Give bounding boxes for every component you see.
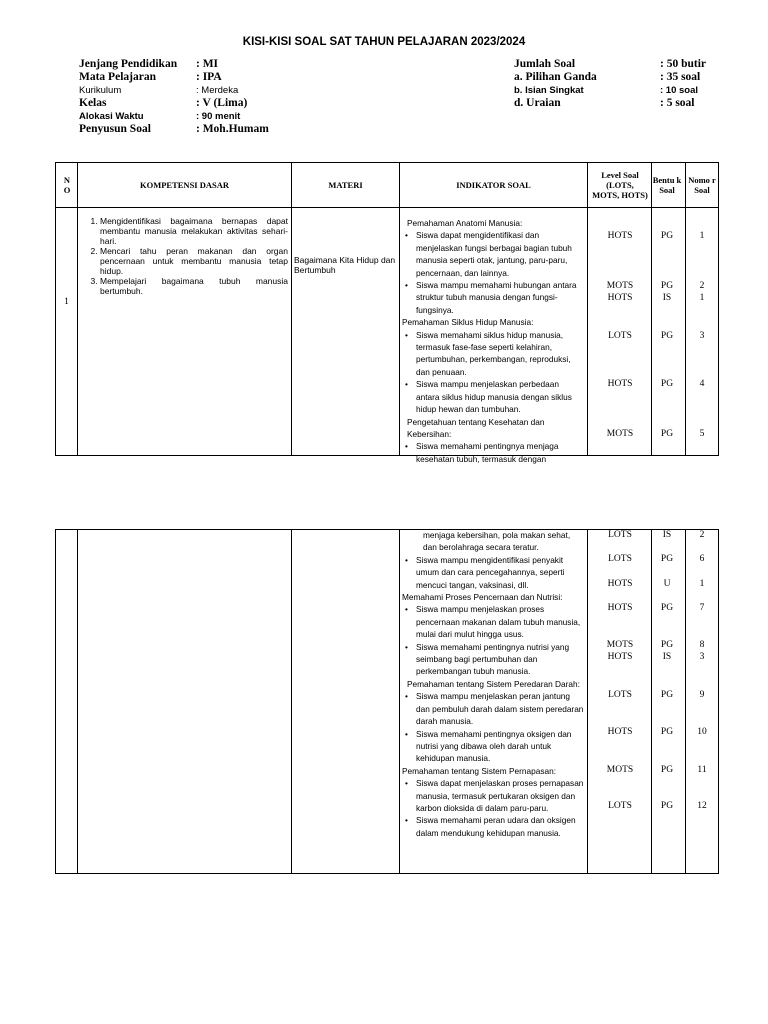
level-soal-value: MOTS (606, 640, 634, 650)
bentuk-soal-value: PG (660, 801, 674, 811)
header-row-pg (514, 71, 706, 84)
indikator-soal-page-1 (402, 217, 584, 465)
nomor-soal-value: 8 (699, 640, 705, 650)
header-value: : 90 menit (196, 111, 241, 122)
indicator-section-heading: Pengetahuan tentang Kesehatan dan Kebersihan: (407, 416, 545, 439)
indicator-bullet: • Siswa memahami peran udara dan oksigen dalam mendukung kehidupan manusia. (416, 814, 584, 839)
header-row-alokasi (79, 110, 269, 123)
level-soal-value: MOTS (606, 281, 634, 291)
kd-item: 3. Mempelajari bagaimana tubuh manusia bertumbuh. (100, 276, 288, 296)
level-soal-value: LOTS (608, 530, 632, 540)
level-soal-value: HOTS (607, 379, 633, 389)
indicator-bullet: • Siswa mampu menjelaskan peran jantung dan pembuluh darah dalam sistem peredaran darah manusia. (416, 690, 584, 727)
header-nomor-soal: Nomo r Soal (688, 175, 716, 195)
header-kompetensi-dasar: KOMPETENSI DASAR (139, 180, 230, 190)
indikator-soal-page-2 (402, 529, 584, 839)
level-soal-value: LOTS (608, 801, 632, 811)
nomor-soal-value: 10 (697, 727, 707, 737)
level-soal-value: LOTS (608, 690, 632, 700)
header-value: : 10 soal (660, 85, 699, 96)
header-bentuk-soal: Bentu k Soal (652, 175, 682, 195)
level-soal-value: HOTS (607, 231, 633, 241)
indicator-section-heading: Pemahaman Siklus Hidup Manusia: (402, 317, 534, 328)
indicator-bullet: • Siswa memahami pentingnya nutrisi yang seimbang bagi pertumbuhan dan perkembangan tubuh manusia. (416, 641, 584, 678)
nomor-soal-value: 2 (699, 530, 705, 540)
nomor-soal-value: 1 (699, 231, 705, 241)
header-value: : 5 soal (660, 97, 695, 109)
nomor-soal-value: 3 (699, 331, 705, 341)
bentuk-soal-value: PG (660, 231, 674, 241)
bentuk-soal-value: IS (662, 530, 672, 540)
header-left (79, 58, 269, 136)
header-value: : Moh.Humam (196, 123, 269, 135)
bentuk-soal-value: PG (660, 554, 674, 564)
materi-text: Bagaimana Kita Hidup dan Bertumbuh (294, 255, 396, 275)
header-label: Mata Pelajaran (79, 71, 156, 83)
kd-item: 2. Mencari tahu peran makanan dan organ pencernaan untuk membantu manusia tetap hidup. (100, 246, 288, 276)
header-no: N O (63, 175, 71, 195)
bentuk-soal-value: IS (662, 293, 672, 303)
header-value: : 35 soal (660, 71, 701, 83)
header-label: Jenjang Pendidikan (79, 58, 178, 70)
nomor-soal-value: 3 (699, 652, 705, 662)
level-soal-value: HOTS (607, 293, 633, 303)
nomor-soal-value: 12 (697, 801, 707, 811)
header-row-mapel (79, 71, 269, 84)
header-label: a. Pilihan Ganda (514, 71, 597, 83)
nomor-soal-value: 9 (699, 690, 705, 700)
header-row-kurikulum (79, 84, 269, 97)
header-row-penyusun (79, 123, 269, 136)
header-indikator-soal: INDIKATOR SOAL (456, 180, 531, 190)
nomor-soal-value: 6 (699, 554, 705, 564)
nomor-soal-value: 1 (699, 293, 705, 303)
bentuk-soal-value: PG (660, 640, 674, 650)
nomor-soal-value: 11 (697, 765, 707, 775)
header-value: : IPA (196, 71, 222, 83)
kd-item: 1. Mengidentifikasi bagaimana bernapas dapat membantu manusia melakukan aktivitas sehari-hari. (100, 216, 288, 246)
header-value: : MI (196, 58, 219, 70)
header-label: d. Uraian (514, 97, 561, 109)
level-soal-value: HOTS (607, 603, 633, 613)
indicator-section-heading: Memahami Proses Pencernaan dan Nutrisi: (402, 592, 563, 603)
level-soal-value: MOTS (606, 765, 634, 775)
indicator-bullet: • Siswa dapat mengidentifikasi dan menjelaskan fungsi berbagai bagian tubuh manusia seperti otak, jantung, paru-paru, pencernaan, dan lainnya. (416, 229, 584, 279)
header-row-uraian (514, 97, 706, 110)
nomor-soal-value: 4 (699, 379, 705, 389)
indicator-section-heading: Pemahaman Anatomi Manusia: (407, 218, 523, 228)
indicator-bullet: • Siswa memahami pentingnya menjaga kesehatan tubuh, termasuk dengan (416, 440, 584, 465)
level-soal-value: LOTS (608, 331, 632, 341)
level-soal-value: HOTS (607, 579, 633, 589)
header-level-soal: Level Soal (LOTS, MOTS, HOTS) (592, 170, 648, 200)
header-label: Kurikulum (79, 85, 122, 96)
header-value: : Merdeka (196, 85, 239, 96)
indicator-bullet: • Siswa mampu memahami hubungan antara struktur tubuh manusia dengan fungsi-fungsinya. (416, 279, 584, 316)
indicator-bullet: • Siswa mampu mengidentifikasi penyakit umum dan cara pencegahannya, seperti mencuci tangan, vaksinasi, dll. (416, 554, 584, 591)
nomor-soal-value: 1 (699, 579, 705, 589)
bentuk-soal-value: PG (660, 281, 674, 291)
header-right (514, 58, 706, 110)
kisi-kisi-table-page-2 (55, 529, 719, 874)
bentuk-soal-value: PG (660, 331, 674, 341)
indicator-bullet: • Siswa memahami pentingnya oksigen dan nutrisi yang dibawa oleh darah untuk kehidupan manusia. (416, 728, 584, 765)
row-number: 1 (64, 297, 69, 307)
kisi-kisi-table-page-1 (55, 162, 719, 464)
header-row-jenjang (79, 58, 269, 71)
indicator-section-heading: Pemahaman tentang Sistem Pernapasan: (402, 765, 557, 776)
header-value: : 50 butir (660, 58, 706, 70)
nomor-soal-value: 5 (699, 429, 705, 439)
bentuk-soal-value: PG (660, 727, 674, 737)
header-label: Alokasi Waktu (79, 111, 144, 122)
bentuk-soal-value: IS (662, 652, 672, 662)
bentuk-soal-value: U (663, 579, 671, 589)
kompetensi-dasar-list (80, 216, 288, 296)
bentuk-soal-value: PG (660, 429, 674, 439)
indicator-section-heading: Pemahaman tentang Sistem Peredaran Darah: (407, 678, 580, 689)
header-label: Penyusun Soal (79, 123, 151, 135)
header-label: Jumlah Soal (514, 58, 576, 70)
indicator-bullet: • Siswa mampu menjelaskan proses pencernaan makanan dalam tubuh manusia, mulai dari mulut hingga usus. (416, 603, 584, 640)
nomor-soal-value: 7 (699, 603, 705, 613)
header-row-isian (514, 84, 706, 97)
bentuk-soal-value: PG (660, 765, 674, 775)
level-soal-value: LOTS (608, 554, 632, 564)
header-label: Kelas (79, 97, 107, 109)
bentuk-soal-value: PG (660, 379, 674, 389)
level-soal-value: HOTS (607, 652, 633, 662)
header-label: b. Isian Singkat (514, 85, 584, 96)
header-value: : V (Lima) (196, 97, 248, 109)
level-soal-value: HOTS (607, 727, 633, 737)
indicator-bullet: • Siswa memahami siklus hidup manusia, termasuk fase-fase seperti kelahiran, pertumbuhan, perkembangan, reproduksi, dan penuaan. (416, 329, 584, 379)
header-row-jumlah (514, 58, 706, 71)
nomor-soal-value: 2 (699, 281, 705, 291)
indicator-bullet: • Siswa mampu menjelaskan perbedaan antara siklus hidup manusia dengan siklus hidup hewan dan tumbuhan. (416, 378, 584, 415)
bentuk-soal-value: PG (660, 690, 674, 700)
indicator-continuation: menjaga kebersihan, pola makan sehat, dan berolahraga secara teratur. (423, 530, 571, 553)
document-title: KISI-KISI SOAL SAT TAHUN PELAJARAN 2023/2024 (242, 36, 526, 48)
header-materi: MATERI (328, 180, 363, 190)
bentuk-soal-value: PG (660, 603, 674, 613)
level-soal-value: MOTS (606, 429, 634, 439)
indicator-bullet: • Siswa dapat menjelaskan proses pernapasan manusia, termasuk pertukaran oksigen dan karbon dioksida di dalam paru-paru. (416, 777, 584, 814)
header-row-kelas (79, 97, 269, 110)
